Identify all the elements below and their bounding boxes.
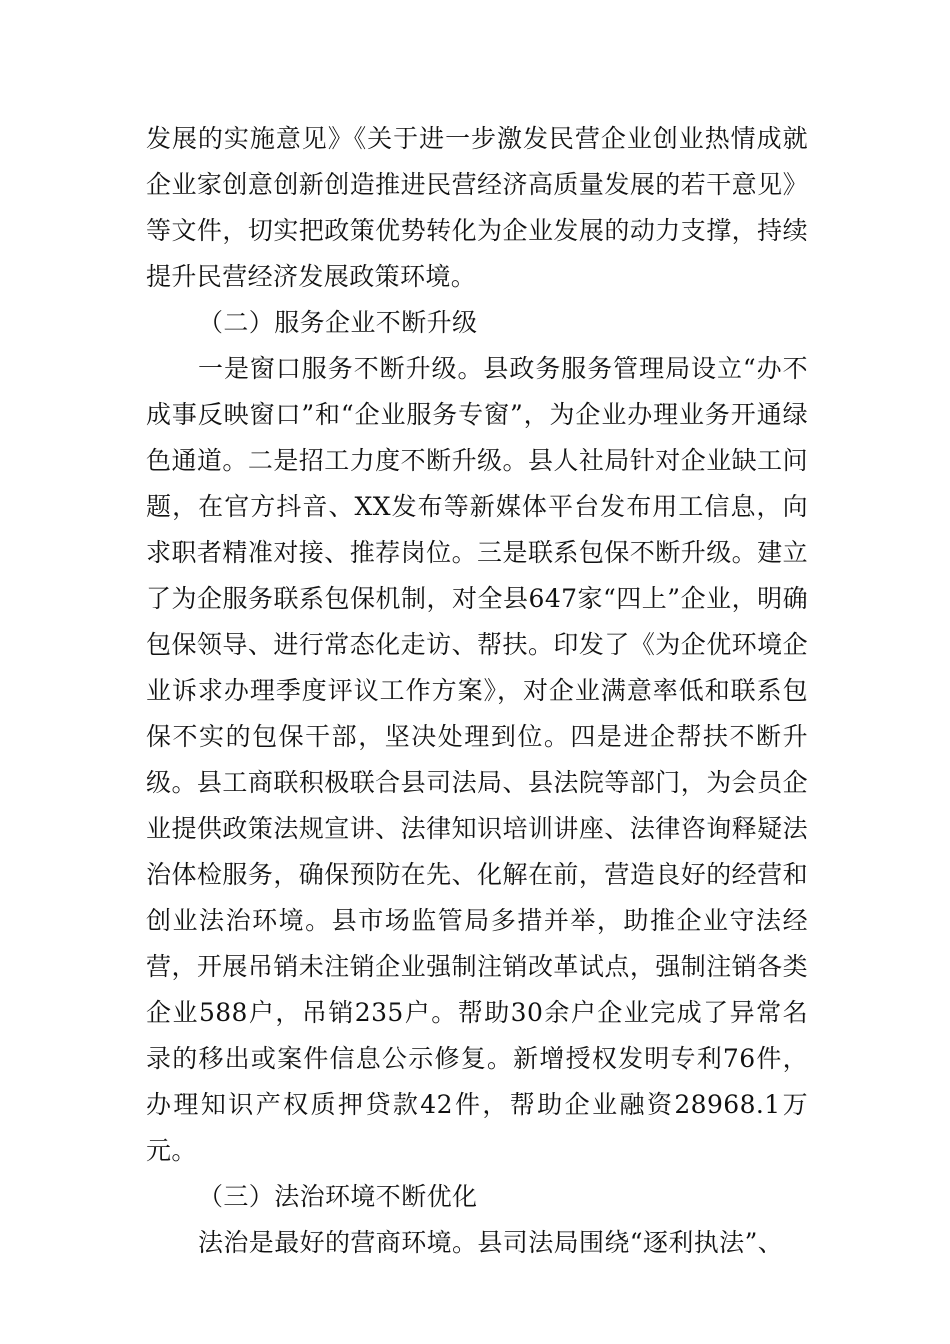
paragraph-policy-documents: 发展的实施意见》《关于进一步激发民营企业创业热情成就企业家创意创新创造推进民营经济高质量发展的若干意见》等文件，切实把政策优势转化为企业发展的动力支撑，持续提升民营经济发展政策环境。 xyxy=(146,124,808,291)
section-heading-legal-environment: （三）法治环境不断优化 xyxy=(198,1182,478,1211)
section-heading-service-upgrade: （二）服务企业不断升级 xyxy=(198,308,478,337)
paragraph-legal-environment: 法治是最好的营商环境。县司法局围绕“逐利执法”、 xyxy=(198,1228,784,1257)
document-body xyxy=(146,116,808,1266)
paragraph-service-upgrade: 一是窗口服务不断升级。县政务服务管理局设立“办不成事反映窗口”和“企业服务专窗”，为企业办理业务开通绿色通道。二是招工力度不断升级。县人社局针对企业缺工问题，在官方抖音、XX发布等新媒体平台发布用工信息，向求职者精准对接、推荐岗位。三是联系包保不断升级。建立了为企服务联系包保机制，对全县647家“四上”企业，明确包保领导、进行常态化走访、帮扶。印发了《为企优环境企业诉求办理季度评议工作方案》，对企业满意率低和联系包保不实的包保干部，坚决处理到位。四是进企帮扶不断升级。县工商联积极联合县司法局、县法院等部门，为会员企业提供政策法规宣讲、法律知识培训讲座、法律咨询释疑法治体检服务，确保预防在先、化解在前，营造良好的经营和创业法治环境。县市场监管局多措并举，助推企业守法经营，开展吊销未注销企业强制注销改革试点，强制注销各类企业588户，吊销235户。帮助30余户企业完成了异常名录的移出或案件信息公示修复。新增授权发明专利76件，办理知识产权质押贷款42件，帮助企业融资28968.1万元。 xyxy=(146,354,808,1165)
